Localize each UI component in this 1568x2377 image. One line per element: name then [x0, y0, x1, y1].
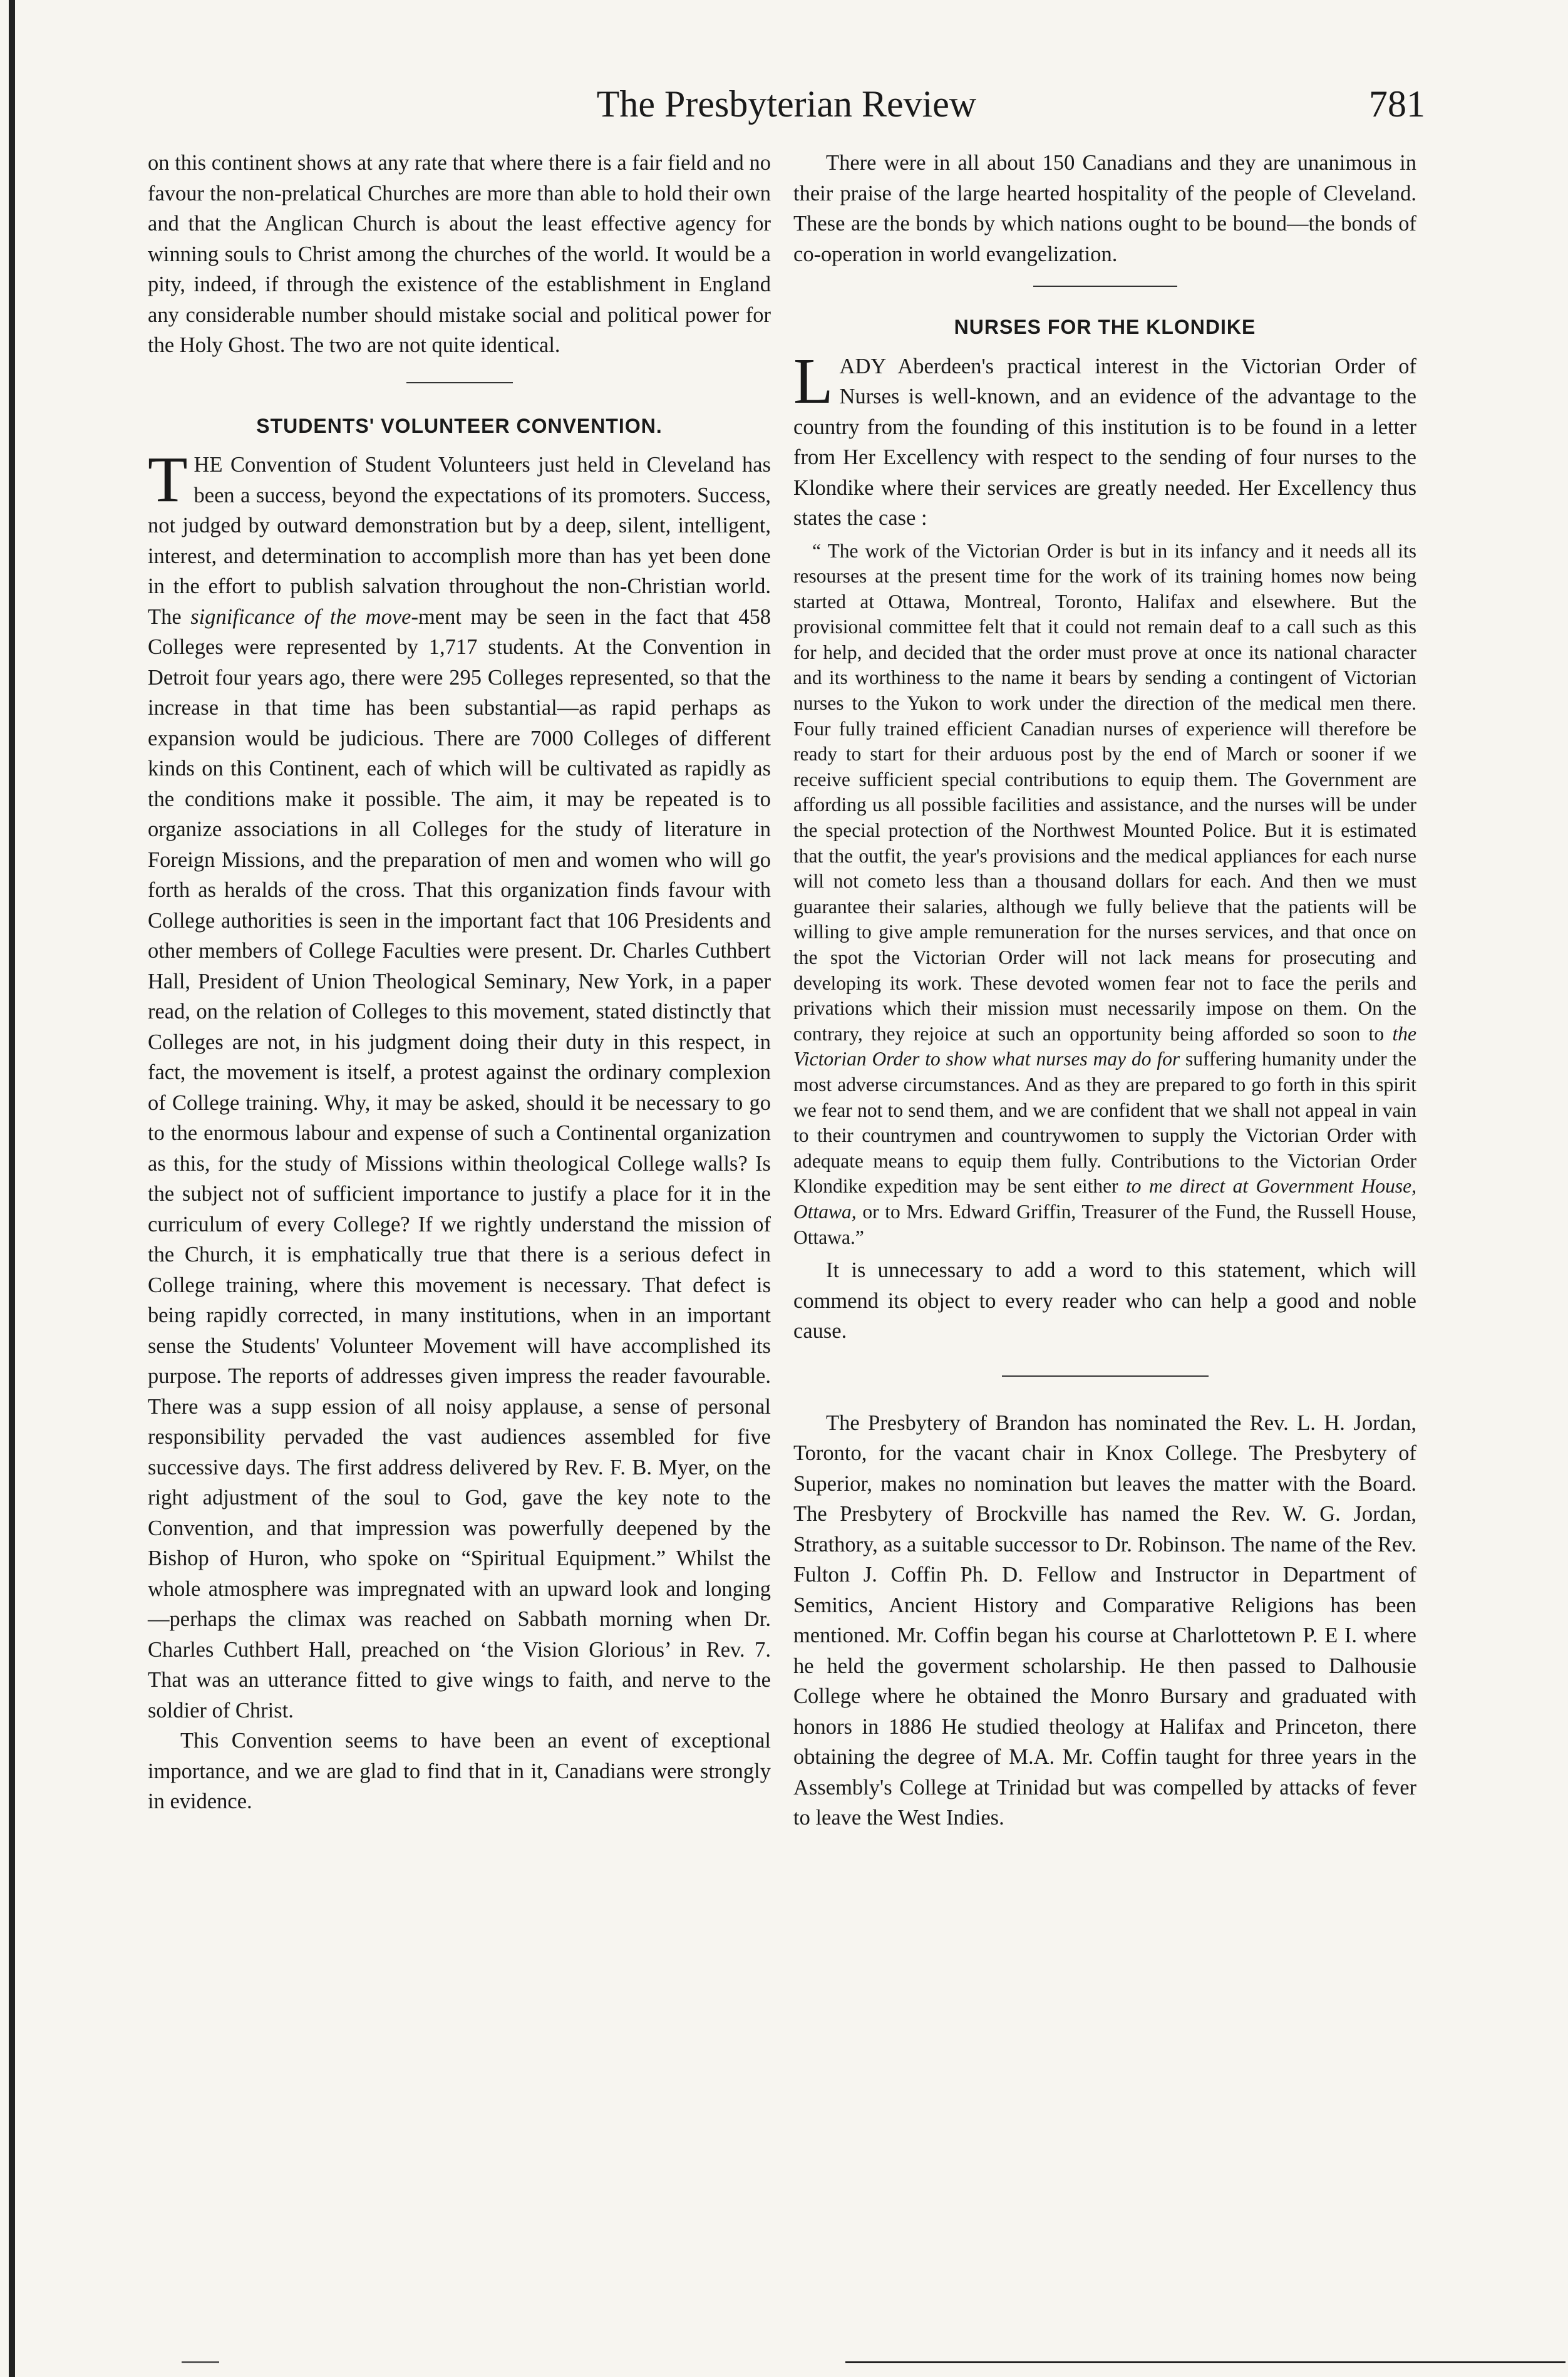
right-column	[793, 148, 1416, 1833]
quote-text-a: “ The work of the Victorian Order is but in its infancy and it needs all its resourses at the present time for the work of its training homes now being started at Ottawa, Montreal, Toronto, Halifax and elsewhere. But the provisional committee felt that it could not remain deaf to a call such as this for help, and decided that the order must prove at once its national character and its worthiness to the name it bears by sending a contingent of Victorian nurses to the Yukon to work under the direction of the medical men there. Four fully trained efficient Canadian nurses of experience will therefore be ready to start for their arduous post by the end of March or sooner if we receive sufficient special contributions to equip them. The Government are affording us all possible facilities and assistance, and the nurses will be under the special protection of the Northwest Mounted Police. But it is estimated that the outfit, the year's provisions and the medical appliances for each nurse will not cometo less than a thousand dollars for each. And then we must guarantee their salaries, although we fully believe that the patients will be willing to give ample remuneration for the nurses services, and that once on the spot the Victorian Order will not lack means for prosecuting and developing its work. These devoted women fear not to face the perils and privations which their mission must necessarily impose on them. On the contrary, they rejoice at such an opportunity being afforded so soon to	[793, 539, 1416, 1045]
drop-cap: L	[793, 344, 833, 417]
aberdeen-letter-quote	[793, 539, 1416, 1251]
convention-heading: STUDENTS' VOLUNTEER CONVENTION.	[256, 414, 663, 437]
section-divider	[1002, 1375, 1209, 1377]
quote-text-c: or to Mrs. Edward Griffin, Treasurer of the Fund, the Russell House, Ottawa.”	[793, 1200, 1416, 1248]
journal-title: The Presbyterian Review	[596, 83, 977, 125]
drop-cap: T	[148, 443, 188, 515]
convention-article	[148, 411, 771, 1817]
left-column	[148, 148, 771, 1817]
page-number: 781	[1369, 83, 1425, 125]
klondike-article	[793, 312, 1416, 1347]
continuation-paragraph: on this continent shows at any rate that where there is a fair field and no favour the non-prelatical Churches are more than able to hold their own and that the Anglican Church is about the least effective agency for winning souls to Christ among the churches of the world. It would be a pity, indeed, if through the existence of the establishment in England any considerable number should mistake social and political power for the Holy Ghost. The two are not quite identical.	[148, 151, 771, 357]
bottom-dash	[182, 2361, 219, 2363]
klondike-text: ADY Aberdeen's practical interest in the Victorian Order of Nurses is well-known, and an evidence of the advantage to the country from the founding of this institution is to be found in a letter from Her Excellency with respect to the sending of four nurses to the Klondike where their services are greatly needed. Her Excellency thus states the case :	[793, 354, 1416, 530]
brandon-paragraph: The Presbytery of Brandon has nominated the Rev. L. H. Jordan, Toronto, for the vacant chair in Knox College. The Presbytery of Superior, makes no nomination but leaves the matter with the Board. The Presbytery of Brockville has named the Rev. W. G. Jordan, Strathory, as a suitable successor to Dr. Robinson. The name of the Rev. Fulton J. Coffin Ph. D. Fellow and Instructor in Department of Semitics, Ancient History and Comparative Religions has been mentioned. Mr. Coffin began his course at Charlottetown P. E I. where he held the goverment scholarship. He then passed to Dalhousie College where he obtained the Monro Bursary and graduated with honors in 1886 He studied theology at Halifax and Princeton, there obtaining the degree of M.A. Mr. Coffin taught for three years in the Assembly's College at Trinidad but was compelled by attacks of fever to leave the West Indies.	[793, 1411, 1416, 1830]
convention-paragraph-2: This Convention seems to have been an event of exceptional importance, and we are glad to find that in it, Canadians were strongly in evidence.	[148, 1729, 771, 1813]
binding-edge-rule	[9, 0, 15, 2377]
canadians-paragraph: There were in all about 150 Canadians and they are unanimous in their praise of the large hearted hospitality of the people of Cleveland. These are the bonds by which nations ought to be bound—the bonds of co-operation in world evangelization.	[793, 151, 1416, 266]
bottom-rule	[845, 2361, 1565, 2363]
quote-text-b: suffering humanity under the most adverse circumstances. And as they are prepared to go forth in this spirit we fear not to send them, and we are confident that we shall not appeal in vain to their countrymen and countrywomen to supply the Victorian Order with adequate means to equip them fully. Contributions to the Victorian Order Klondike expedition may be sent either	[793, 1048, 1416, 1198]
convention-text-a: HE Convention of Student Volunteers just held in Cleveland has been a success, beyond the expectations of its promoters. Success, not judged by outward demonstration but by a deep, silent, intelligent, interest, and determination to accomplish more than has yet been done in the effort to publish salvation throughout the non-Christian world. The	[148, 453, 771, 629]
quote-italic: the Victorian Order to show what nurses may do for	[793, 1022, 1416, 1070]
klondike-paragraph-2: It is unnecessary to add a word to this statement, which will commend its object to every reader who can help a good and noble cause.	[793, 1258, 1416, 1344]
quote-italic-2: to me direct at Government House, Ottawa,	[793, 1175, 1416, 1223]
convention-italic: significance of the move-	[190, 604, 418, 629]
convention-text-b: ment may be seen in the fact that 458 Colleges were represented by 1,717 students. At the Convention in Detroit four years ago, there were 295 Colleges represented, so that the increase in that time has been substantial—as rapid perhaps as expansion would be judicious. There are 7000 Colleges of different kinds on this Continent, each of which will be cultivated as rapidly as the conditions make it possible. The aim, it may be repeated is to organize associations in all Colleges for the study of literature in Foreign Missions, and the preparation of men and women who will go forth as heralds of the cross. That this organization finds favour with College authorities is seen in the important fact that 106 Presidents and other members of College Faculties were present. Dr. Charles Cuthbert Hall, President of Union Theological Seminary, New York, in a paper read, on the relation of Colleges to this movement, stated distinctly that Colleges are not, in his judgment doing their duty in this respect, in fact, the movement is itself, a protest against the ordinary complexion of College training. Why, it may be asked, should it be necessary to go to the enormous labour and expense of such a Continental organization as this, for the study of Missions within theological College walls? Is the subject not of sufficient importance to justify a place for it in the curriculum of every College? If we rightly understand the mission of the Church, it is emphatically true that there is a serious defect in College training, where this movement is necessary. That defect is being rapidly corrected, in many institutions, when in an important sense the Students' Volunteer Movement will have accomplished its purpose. The reports of addresses given impress the reader favourable. There was a supp ession of all noisy applause, a sense of personal responsibility pervaded the vast audiences assembled for five successive days. The first address delivered by Rev. F. B. Myer, on the right adjustment of the soul to God, gave the key note to the Convention, and that impression was powerfully deepened by the Bishop of Huron, who spoke on “Spiritual Equipment.” Whilst the whole atmosphere was impregnated with an upward look and longing—perhaps the climax was reached on Sabbath morning when Dr. Charles Cuthbert Hall, preached on ‘the Vision Glorious’ in Rev. 7. That was an utterance fitted to give wings to faith, and nerve to the soldier of Christ.	[148, 604, 771, 1722]
section-divider	[406, 382, 513, 383]
klondike-heading: NURSES FOR THE KLONDIKE	[954, 316, 1256, 338]
klondike-paragraph-1	[793, 344, 1416, 534]
convention-paragraph-1	[148, 443, 771, 1726]
page-header	[148, 83, 1425, 133]
section-divider	[1033, 286, 1177, 287]
